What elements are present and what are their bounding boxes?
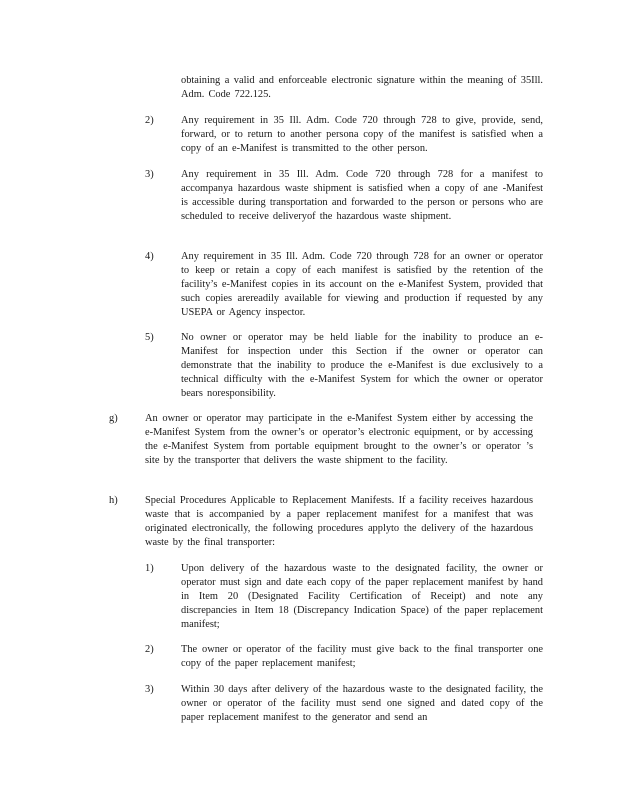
list-marker: 2) [145, 115, 154, 126]
list-item-text: Any requirement in 35 Ill. Adm. Code 720 through 728 for a manifest to accompanya hazardous waste shipment is satisfied when a copy of ane -Manifest is accessible during transportation and forwarded to the person or persons who are scheduled to receive deliveryof the hazardous waste shipment. [181, 169, 543, 222]
list-marker: 1) [145, 563, 154, 574]
section-text: Special Procedures Applicable to Replacement Manifests. If a facility receives hazardous waste that is accompanied by a paper replacement manifest for a manifest that was originated electronically, the following procedures applyto the delivery of the hazardous waste by the final transporter: [145, 495, 533, 548]
section-marker: g) [109, 413, 118, 424]
list-item-text: Upon delivery of the hazardous waste to the designated facility, the owner or operator must sign and date each copy of the paper replacement manifest by hand in Item 20 (Designated Facility Certification of Receipt) and note any discrepancies in Item 18 (Discrepancy Indication Space) of the paper replacement manifest; [181, 563, 543, 630]
list-item-text: Within 30 days after delivery of the hazardous waste to the designated facility, the owner or operator of the facility must send one signed and dated copy of the paper replacement manifest to the generator and send an [181, 684, 543, 723]
paragraph-text: obtaining a valid and enforceable electronic signature within the meaning of 35Ill. Adm. Code 722.125. [181, 75, 543, 100]
section-text: An owner or operator may participate in the e-Manifest System either by accessing the e-Manifest System from the owner’s or operator’s electronic equipment, or by accessing the e-Manifest System from portable equipment brought to the owner’s or operator ’s site by the transporter that delivers the waste shipment to the facility. [145, 413, 533, 466]
list-marker: 4) [145, 251, 154, 262]
list-item-text: Any requirement in 35 Ill. Adm. Code 720 through 728 for an owner or operator to keep or retain a copy of each manifest is satisfied by the retention of the facility’s e-Manifest copies in its account on the e-Manifest System, provided that such copies arereadily available for viewing and production if requested by any USEPA or Agency inspector. [181, 251, 543, 318]
section-marker: h) [109, 495, 118, 506]
list-item-text: The owner or operator of the facility must give back to the final transporter one copy of the paper replacement manifest; [181, 644, 543, 669]
list-marker: 2) [145, 644, 154, 655]
list-marker: 3) [145, 684, 154, 695]
list-marker: 5) [145, 332, 154, 343]
list-item-text: No owner or operator may be held liable for the inability to produce an e-Manifest for inspection under this Section if the owner or operator can demonstrate that the inability to produce the e-Manifest is due exclusively to a technical difficulty with the e-Manifest System for which the owner or operator bears noresponsibility. [181, 332, 543, 399]
list-marker: 3) [145, 169, 154, 180]
list-item-text: Any requirement in 35 Ill. Adm. Code 720 through 728 to give, provide, send, forward, or to return to another persona copy of the manifest is satisfied when a copy of an e-Manifest is transmitted to the other person. [181, 115, 543, 154]
